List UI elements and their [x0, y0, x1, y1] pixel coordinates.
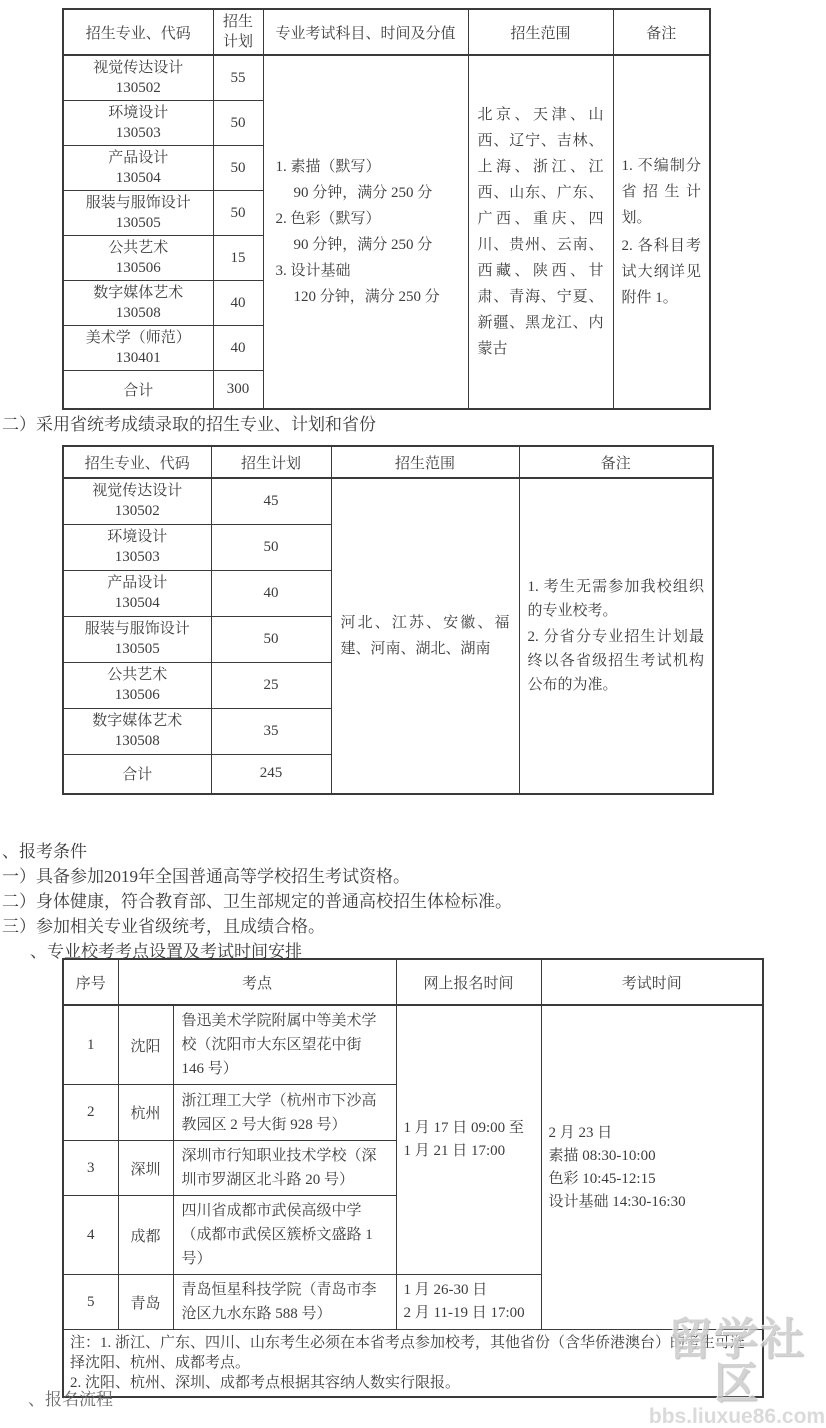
major-name: 环境设计	[107, 529, 168, 545]
condition-item: 三）参加相关专业省级统考，且成绩合格。	[2, 917, 325, 936]
major-name: 数字媒体艺术	[92, 713, 183, 729]
total-label-cell: 合计	[63, 754, 211, 794]
major-name: 美术学（师范）	[85, 330, 191, 346]
application-conditions-section	[2, 839, 512, 964]
registration-time-cell	[396, 1005, 541, 1275]
major-code: 130502	[114, 503, 160, 520]
exam-time-line: 2 月 23 日	[548, 1124, 613, 1141]
major-code: 130401	[115, 350, 161, 366]
total-value-cell: 245	[211, 754, 331, 794]
registration-time-line: 1 月 26-30 日	[403, 1282, 488, 1298]
major-name: 数字媒体艺术	[93, 285, 184, 301]
exam-subjects-cell	[263, 55, 468, 409]
major-code: 130508	[115, 305, 161, 321]
major-name: 产品设计	[108, 150, 169, 166]
col-header-subjects: 专业考试科目、时间及分值	[263, 9, 468, 55]
major-code: 130506	[114, 687, 160, 703]
site-number: 4	[63, 1196, 118, 1275]
enroll-scope-cell: 河北、江苏、安徽、福建、河南、湖北、湖南	[331, 478, 519, 794]
major-cell	[63, 524, 211, 570]
remarks-cell	[613, 55, 710, 409]
major-code: 130506	[115, 260, 161, 276]
site-city: 深圳	[118, 1141, 173, 1196]
major-name: 服装与服饰设计	[84, 621, 190, 637]
major-code: 130503	[114, 549, 160, 565]
plan-cell: 50	[213, 191, 263, 236]
major-cell	[63, 55, 213, 101]
major-code: 130503	[115, 125, 161, 141]
clipped-bottom-text: 、报名流程	[28, 1390, 113, 1409]
major-name: 公共艺术	[107, 667, 168, 683]
plan-cell: 55	[213, 55, 263, 101]
table-row	[63, 478, 713, 524]
site-address: 青岛恒星科技学院（青岛市李沧区九水东路 588 号）	[173, 1275, 396, 1330]
condition-item: 一）具备参加2019年全国普通高等学校招生考试资格。	[2, 867, 410, 886]
major-cell	[63, 236, 213, 281]
col-header-major-code: 招生专业、代码	[63, 9, 213, 55]
plan-cell: 50	[213, 101, 263, 146]
major-code: 130508	[114, 733, 160, 749]
major-cell	[63, 326, 213, 371]
major-name: 产品设计	[107, 575, 168, 591]
registration-time-line: 1 月 21 日 17:00	[403, 1143, 506, 1159]
watermark-url-text: bbs.liuxue86.com	[648, 1405, 826, 1428]
major-code: 130505	[114, 641, 160, 657]
exam-time-cell	[541, 1005, 763, 1330]
major-code: 130505	[115, 215, 161, 231]
subject-detail: 90 分钟，满分 250 分	[293, 184, 433, 201]
major-name: 视觉传达设计	[93, 60, 184, 76]
table-row	[63, 55, 710, 101]
subject-line: 3. 设计基础	[275, 262, 351, 279]
plan-cell: 50	[211, 524, 331, 570]
note-line: 2. 沈阳、杭州、深圳、成都考点根据其容纳人数实行限报。	[70, 1375, 461, 1391]
plan-cell: 15	[213, 236, 263, 281]
site-city: 沈阳	[118, 1005, 173, 1085]
remark-item: 1. 考生无需参加我校组织的专业校考。	[527, 579, 704, 619]
subject-detail: 120 分钟，满分 250 分	[293, 288, 440, 305]
exam-time-line: 色彩 10:45-12:15	[548, 1170, 656, 1187]
section-title-provincial-exam: 二）采用省统考成绩录取的招生专业、计划和省份	[2, 415, 376, 434]
major-code: 130504	[115, 170, 161, 186]
remark-item: 2. 各科目考试大纲详见附件 1。	[621, 237, 701, 306]
major-name: 环境设计	[108, 105, 169, 121]
major-name: 视觉传达设计	[92, 483, 183, 500]
col-header-plan-line2: 计划	[222, 34, 253, 50]
site-number: 1	[63, 1005, 118, 1085]
major-name: 服装与服饰设计	[85, 195, 191, 211]
total-label-cell: 合计	[63, 371, 213, 409]
major-cell	[63, 570, 211, 616]
col-header-plan-line1: 招生	[222, 14, 253, 30]
col-header-plan: 招生计划	[211, 446, 331, 478]
exam-sites-section-title: 、专业校考考点设置及考试时间安排	[30, 942, 302, 961]
major-cell	[63, 616, 211, 662]
plan-cell: 40	[213, 326, 263, 371]
registration-time-line: 2 月 11-19 日 17:00	[403, 1305, 525, 1321]
plan-cell: 50	[211, 616, 331, 662]
plan-cell: 40	[211, 570, 331, 616]
school-exam-majors-table	[62, 8, 711, 410]
major-code: 130504	[114, 595, 160, 611]
exam-sites-schedule-table	[62, 958, 764, 1398]
registration-time-line: 1 月 17 日 09:00 至	[403, 1120, 524, 1136]
table-header-row	[63, 959, 763, 1005]
table-header-row	[63, 9, 710, 55]
site-number: 5	[63, 1275, 118, 1330]
col-header-registration-time: 网上报名时间	[396, 959, 541, 1005]
major-cell	[63, 101, 213, 146]
table-note-row	[63, 1330, 763, 1398]
plan-cell: 35	[211, 708, 331, 754]
condition-item: 二）身体健康，符合教育部、卫生部规定的普通高校招生体检标准。	[2, 892, 512, 911]
col-header-scope: 招生范围	[331, 446, 519, 478]
provincial-exam-majors-table	[62, 445, 714, 795]
site-city: 青岛	[118, 1275, 173, 1330]
major-cell	[63, 662, 211, 708]
col-header-plan	[213, 9, 263, 55]
major-cell	[63, 708, 211, 754]
registration-time-cell	[396, 1275, 541, 1330]
site-city: 成都	[118, 1196, 173, 1275]
exam-time-line: 设计基础 14:30-16:30	[548, 1193, 686, 1210]
col-header-note: 备注	[519, 446, 713, 478]
col-header-scope: 招生范围	[468, 9, 613, 55]
col-header-exam-time: 考试时间	[541, 959, 763, 1005]
remarks-cell	[519, 478, 713, 794]
col-header-major-code: 招生专业、代码	[63, 446, 211, 478]
site-address: 鲁迅美术学院附属中等美术学校（沈阳市大东区望花中街 146 号）	[173, 1005, 396, 1085]
site-number: 2	[63, 1085, 118, 1141]
major-code: 130502	[115, 80, 161, 96]
subject-line: 1. 素描（默写）	[275, 158, 381, 175]
plan-cell: 40	[213, 281, 263, 326]
plan-cell: 45	[211, 478, 331, 524]
site-address: 浙江理工大学（杭州市下沙高教园区 2 号大街 928 号）	[173, 1085, 396, 1141]
major-cell	[63, 191, 213, 236]
table-note-cell	[63, 1330, 763, 1398]
total-value-cell: 300	[213, 371, 263, 409]
major-cell	[63, 281, 213, 326]
site-number: 3	[63, 1141, 118, 1196]
col-header-note: 备注	[613, 9, 710, 55]
major-name: 公共艺术	[108, 240, 169, 256]
note-line: 注：1. 浙江、广东、四川、山东考生必须在本省考点参加校考，其他省份（含华侨港澳台）的考生可选择沈阳、杭州、成都考点。	[70, 1335, 746, 1371]
watermark-logo-text: 留学社区	[668, 1315, 806, 1408]
subject-line: 2. 色彩（默写）	[275, 210, 381, 227]
subject-detail: 90 分钟，满分 250 分	[293, 236, 433, 253]
major-cell	[63, 146, 213, 191]
site-address: 四川省成都市武侯高级中学（成都市武侯区簇桥文盛路 1 号）	[173, 1196, 396, 1275]
plan-cell: 50	[213, 146, 263, 191]
col-header-site: 考点	[118, 959, 396, 1005]
col-header-number: 序号	[63, 959, 118, 1005]
remark-item: 1. 不编制分省招生计划。	[621, 157, 701, 226]
remark-item: 2. 分省分专业招生计划最终以各省级招生考试机构公布的为准。	[527, 629, 704, 693]
table-header-row	[63, 446, 713, 478]
site-city: 杭州	[118, 1085, 173, 1141]
site-address: 深圳市行知职业技术学校（深圳市罗湖区北斗路 20 号）	[173, 1141, 396, 1196]
enroll-scope-cell: 北京、天津、山西、辽宁、吉林、上海、浙江、江西、山东、广东、广西、重庆、四川、贵州、云南、西藏、陕西、甘肃、青海、宁夏、新疆、黑龙江、内蒙古	[468, 55, 613, 409]
exam-time-line: 素描 08:30-10:00	[548, 1147, 656, 1164]
exam-site-row	[63, 1005, 763, 1085]
major-cell	[63, 478, 211, 524]
plan-cell: 25	[211, 662, 331, 708]
conditions-title: 、报考条件	[2, 842, 87, 861]
